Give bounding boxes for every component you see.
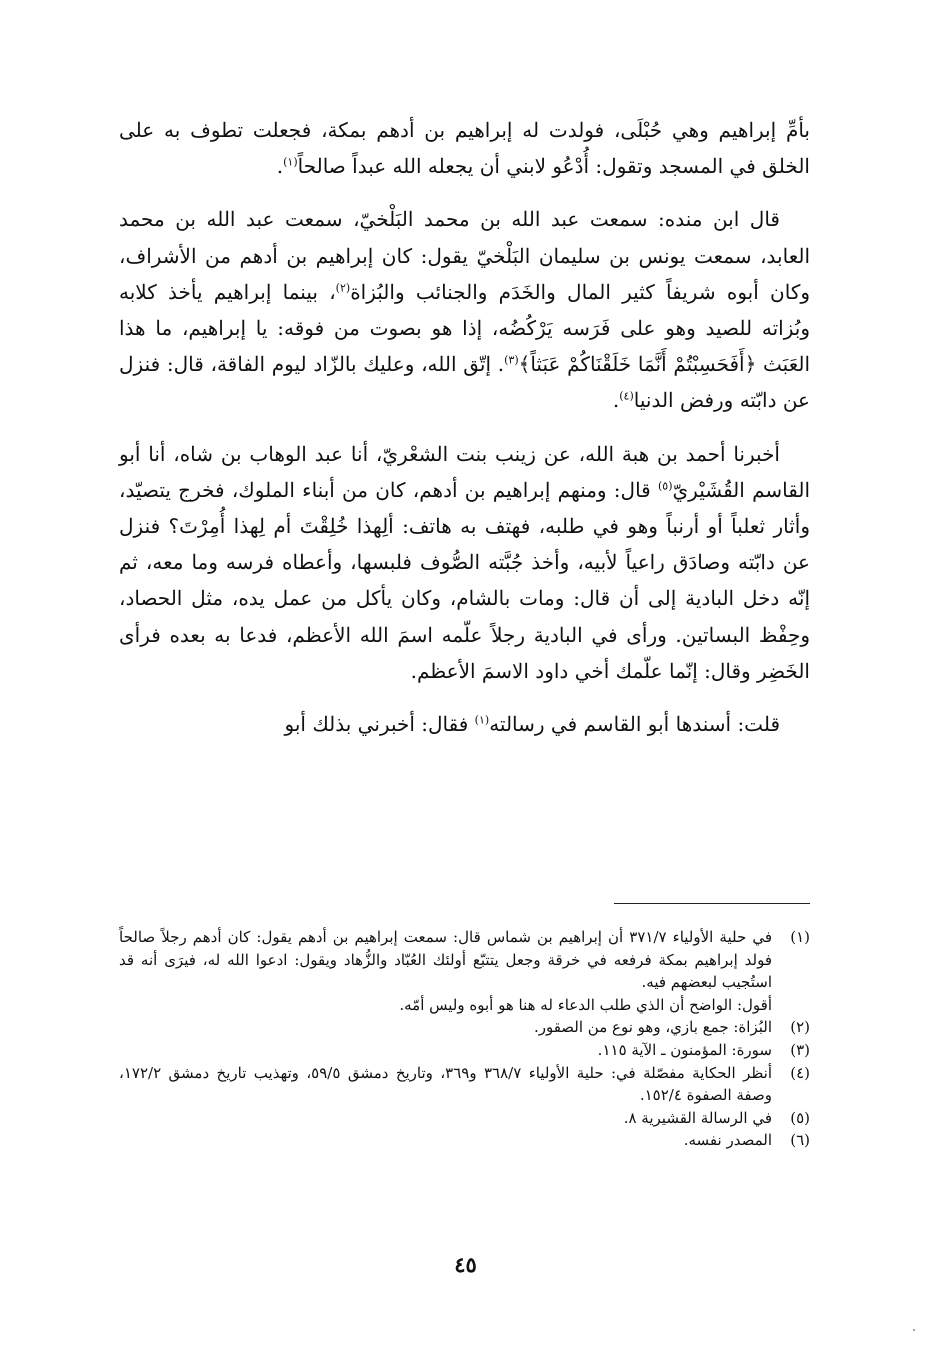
footnote-number: (٦) <box>790 1131 810 1150</box>
footnote-text: البُزاة: جمع بازي، وهو نوع من الصقور. <box>533 1018 772 1037</box>
footnote-number: (٤) <box>790 1063 810 1082</box>
footnote-number: (٥) <box>790 1108 810 1127</box>
footnote-3 <box>119 1039 810 1062</box>
paragraph-4: قلت: أسندها أبو القاسم في رسالته$^{(١)}$ فقال: أخبرني بذلك أبو <box>284 712 780 737</box>
main-text <box>119 112 810 742</box>
paragraph-1: بأمِّ إبراهيم وهي حُبْلَى، فولدت له إبراهيم بن أدهم بمكة، فجعلت تطوف به على الخلق في المسجد وتقول: أُدْعُو لابني أن يجعله الله عبداً صالحاً$^{(١)}$. <box>119 118 810 179</box>
footnote-4 <box>119 1062 810 1107</box>
footnote-ref-6[interactable]: (١) <box>474 713 490 727</box>
footnote-1 <box>119 926 810 994</box>
footnote-ref-2[interactable]: (٢) <box>335 281 351 295</box>
footnote-text: سورة: المؤمنون ـ الآية ١١٥. <box>597 1040 772 1059</box>
footnotes <box>119 926 810 1152</box>
footnote-text: المصدر نفسه. <box>683 1131 772 1150</box>
paragraph-2: قال ابن منده: سمعت عبد الله بن محمد البَلْخيّ، سمعت عبد الله بن محمد العابد، سمعت يونس بن سليمان البَلْخيّ يقول: كان إبراهيم بن أدهم من الأشراف، وكان أبوه شريفاً كثير المال والخَدَم والجنائب والبُزاة$^{(٢)}$، بينما إبراهيم يأخذ كلابه وبُزاته للصيد وهو على فَرَسه يَرْكُضُه، إذا هو بصوت من فوقه: يا إبراهيم، ما هذا العَبَث ﴿أَفَحَسِبْتُمْ أَنَّمَا خَلَقْنَاكُمْ عَبَثاً﴾$^{(٣)}$. إتّق الله، وعليك بالزّاد ليوم الفاقة، قال: فنزل عن دابّته ورفض الدنيا$^{(٤)}$. <box>119 207 811 413</box>
footnote-5 <box>119 1107 810 1130</box>
footnote-ref-1[interactable]: (١) <box>283 155 298 169</box>
paragraph-3: أخبرنا أحمد بن هبة الله، عن زينب بنت الشعْريّ، أنا عبد الوهاب بن شاه، أنا أبو القاسم القُشَيْريّ$^{(٥)}$ قال: ومنهم إبراهيم بن أدهم، كان من أبناء الملوك، فخرج يتصيّد، وأثار ثعلباً أو أرنباً وهو في طلبه، فهتف به هاتف: ألِهذا خُلِقْتَ أم لِهذا أُمِرْتَ؟ فنزل عن دابّته وصادَق راعياً لأبيه، وأخذ جُبَّته الصُّوف فلبسها، وأعطاه فرسه وما معه، ثم إنّه دخل البادية إلى أن قال: ومات بالشام، وكان يأكل من عمل يده، مثل الحصاد، وحِفْظ البساتين. ورأى في البادية رجلاً علّمه اسمَ الله الأعظم، فدعا به بعده فرأى الخَضِر وقال: إنّما علّمك أخي داود الاسمَ الأعظم. <box>119 441 810 683</box>
footnote-6 <box>119 1129 810 1152</box>
footnote-text: أنظر الحكاية مفصّلة في: حلية الأولياء ٣٦٨/٧ و٣٦٩، وتاريخ دمشق ٥٩/٥، وتهذيب تاريخ دمشق ١٧٢/٢، وصفة الصفوة ١٥٢/٤. <box>119 1063 772 1105</box>
footnote-ref-5[interactable]: (٥) <box>657 479 673 493</box>
footnote-number: (٣) <box>790 1040 810 1059</box>
footnote-text: في الرسالة القشيرية ٨. <box>623 1108 772 1127</box>
footnote-divider <box>614 903 810 904</box>
footnote-number: (١) <box>790 928 810 946</box>
footnote-1-comment: أقول: الواضح أن الذي طلب الدعاء له هنا هو أبوه وليس أمّه. <box>399 995 772 1014</box>
footnote-text: في حلية الأولياء ٣٧١/٧ أن إبراهيم بن شماس قال: سمعت إبراهيم بن أدهم يقول: كان أدهم رجلاً صالحاً فولد إبراهيم بمكة فرفعه في خرقة وجعل يتتبّع أولئك العُبّاد والزُّهاد ويقول: ادعوا الله له، فيرَى أنه قد استُجيب لبعضهم فيه. <box>119 928 772 992</box>
footnote-number: (٢) <box>790 1018 810 1037</box>
page-number: ٤٥ <box>454 1252 477 1277</box>
footnote-ref-4[interactable]: (٤) <box>619 389 634 403</box>
footnote-ref-3[interactable]: (٣) <box>504 353 519 367</box>
scan-speck <box>913 1329 915 1331</box>
footnote-2 <box>119 1016 810 1039</box>
